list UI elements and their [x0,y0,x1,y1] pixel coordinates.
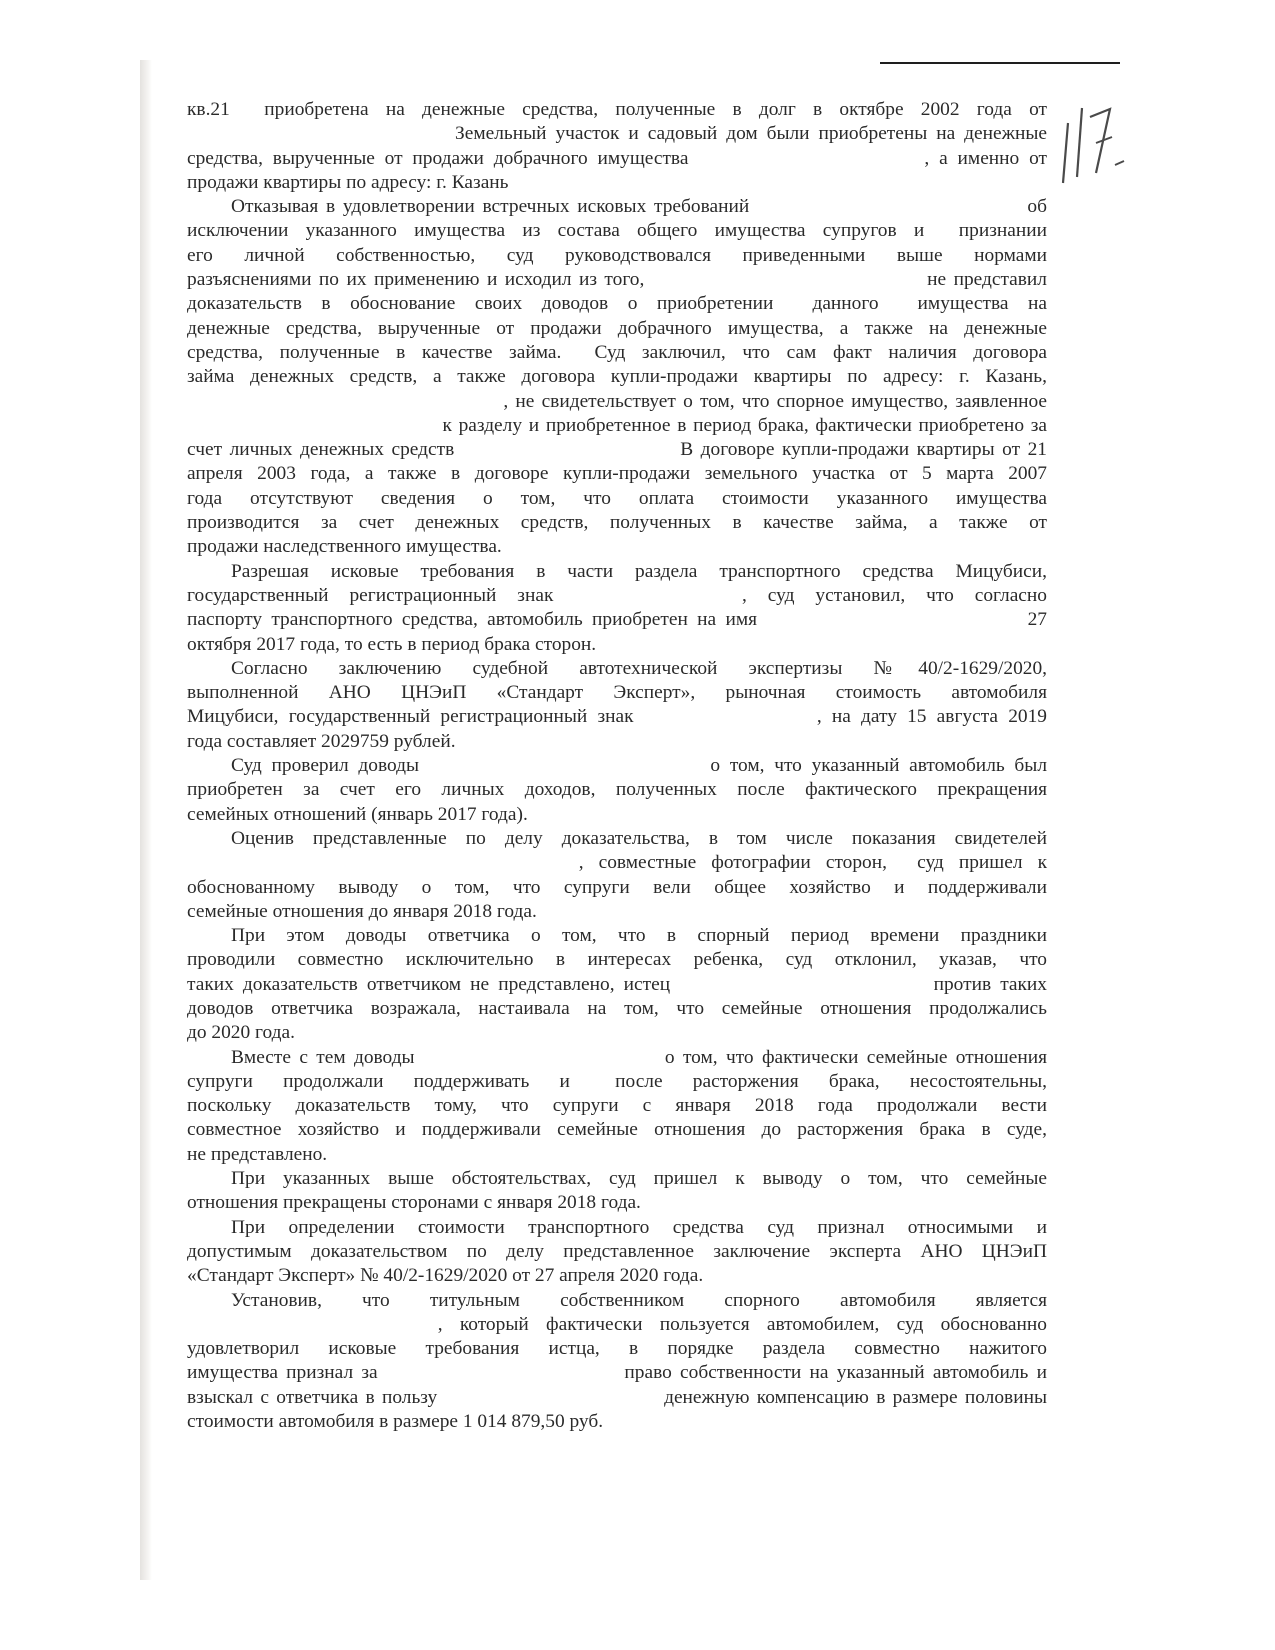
text-line: , совместные фотографии сторон, суд пришел к [187,852,1048,874]
text-line: При определении стоимости транспортного средства суд признал относимыми и [231,1216,1047,1238]
paragraph [187,657,1047,754]
paragraph [187,98,1047,195]
text-line: При указанных выше обстоятельствах, суд пришел к выводу о том, что семейные [231,1168,1047,1190]
paragraph [187,1167,1047,1216]
text-line: удовлетворил исковые требования истца, в порядке раздела совместно нажитого [187,1338,1047,1360]
text-line: года отсутствуют сведения о том, что оплата стоимости указанного имущества [187,487,1047,509]
text-line: апреля 2003 года, а также в договоре купли-продажи земельного участка от 5 марта 2007 [187,463,1047,485]
text-line: Земельный участок и садовый дом были приобретены на денежные [187,123,1048,145]
text-line: поскольку доказательств тому, что супруги с января 2018 года продолжали вести [187,1095,1047,1117]
text-line: , не свидетельствует о том, что спорное имущество, заявленное [187,390,1047,412]
paragraph [187,754,1047,827]
text-line: денежные средства, вырученные от продажи добрачного имущества, а также на денежные [187,317,1047,339]
text-line: допустимым доказательством по делу представленное заключение эксперта АНО ЦНЭиП [187,1240,1047,1262]
text-line: Согласно заключению судебной автотехнической экспертизы №40/2-1629/2020, [231,657,1047,679]
text-line: совместное хозяйство и поддерживали семейные отношения до расторжения брака в суде, [187,1119,1047,1141]
text-line: проводили совместно исключительно в интересах ребенка, суд отклонил, указав, что [187,949,1047,971]
paragraph [187,1216,1047,1289]
text-line: исключении указанного имущества из состава общего имущества супругов и признании [187,220,1047,242]
text-line: Установив, что титульным собственником спорного автомобиля является [231,1289,1047,1311]
text-line: Оценив представленные по делу доказательства, в том числе показания свидетелей [231,827,1047,849]
paragraph [187,195,1047,559]
paragraph [187,827,1047,924]
text-line: таких доказательств ответчиком не представлено, истец против таких [187,973,1047,995]
text-line: счет личных денежных средств В договоре купли-продажи квартиры от 21 [187,439,1047,461]
text-line: займа денежных средств, а также договора купли-продажи квартиры по адресу: г. Казань, [187,366,1047,388]
text-line: Отказывая в удовлетворении встречных исковых требований об [231,196,1047,218]
text-line: стоимости автомобиля в размере 1 014 879,50 руб. [187,1411,604,1433]
text-line: его личной собственностью, суд руководствовался приведенными выше нормами [187,244,1047,266]
text-line: средства, вырученные от продажи добрачного имущества , а именно от [187,147,1047,169]
paragraph [187,1289,1047,1435]
paragraph [187,924,1047,1045]
document-body [187,98,1047,1434]
text-line: семейных отношений (январь 2017 года). [187,803,528,825]
text-line: Вместе с тем доводы о том, что фактически семейные отношения [231,1046,1047,1068]
paragraph [187,560,1047,657]
text-line: разъяснениями по их применению и исходил из того, не представил [187,269,1047,291]
text-line: , который фактически пользуется автомобилем, суд обоснованно [187,1313,1047,1335]
text-line: доводов ответчика возражала, настаивала на том, что семейные отношения продолжались [187,997,1047,1019]
handwritten-page-number-glyph [1060,103,1130,188]
text-line: паспорту транспортного средства, автомобиль приобретен на имя 27 [187,609,1047,631]
text-line: приобретен за счет его личных доходов, полученных после фактического прекращения [187,779,1047,801]
text-line: супруги продолжали поддерживать и после расторжения брака, несостоятельны, [187,1070,1047,1092]
text-line: продажи наследственного имущества. [187,536,502,558]
text-line: средства, полученные в качестве займа. Суд заключил, что сам факт наличия договора [187,341,1047,363]
text-line: выполненной АНО ЦНЭиП «Стандарт Эксперт», рыночная стоимость автомобиля [187,682,1047,704]
text-line: обоснованному выводу о том, что супруги вели общее хозяйство и поддерживали [187,876,1047,898]
text-line: семейные отношения до января 2018 года. [187,900,537,922]
text-line: производится за счет денежных средств, полученных в качестве займа, а также от [187,512,1047,534]
handwritten-page-number [1060,103,1130,188]
text-line: октября 2017 года, то есть в период брака сторон. [187,633,597,655]
text-line: не представлено. [187,1143,328,1165]
text-line: При этом доводы ответчика о том, что в спорный период времени праздники [231,925,1047,947]
text-line: Суд проверил доводы о том, что указанный автомобиль был [231,755,1047,777]
text-line: отношения прекращены сторонами с января 2018 года. [187,1192,641,1214]
text-line: Разрешая исковые требования в части раздела транспортного средства Мицубиси, [231,560,1047,582]
text-line: кв.21 приобретена на денежные средства, полученные в долг в октябре 2002 года от [187,99,1047,120]
text-line: года составляет 2029759 рублей. [187,730,456,752]
text-line: взыскал с ответчика в пользу денежную компенсацию в размере половины [187,1386,1047,1408]
text-line: «Стандарт Эксперт» № 40/2-1629/2020 от 27 апреля 2020 года. [187,1265,704,1287]
text-line: доказательств в обоснование своих доводов о приобретении данного имущества на [187,293,1047,315]
top-rule [880,62,1120,64]
text-line: к разделу и приобретенное в период брака, фактически приобретено за [187,414,1047,436]
text-line: Мицубиси, государственный регистрационный знак , на дату 15 августа 2019 [187,706,1047,728]
scan-edge-shadow [140,60,152,1580]
text-line: государственный регистрационный знак , суд установил, что согласно [187,584,1047,606]
text-line: продажи квартиры по адресу: г. Казань [187,171,509,193]
paragraph [187,1046,1047,1167]
text-line: до 2020 года. [187,1022,295,1044]
text-line: имущества признал за право собственности на указанный автомобиль и [187,1362,1047,1384]
